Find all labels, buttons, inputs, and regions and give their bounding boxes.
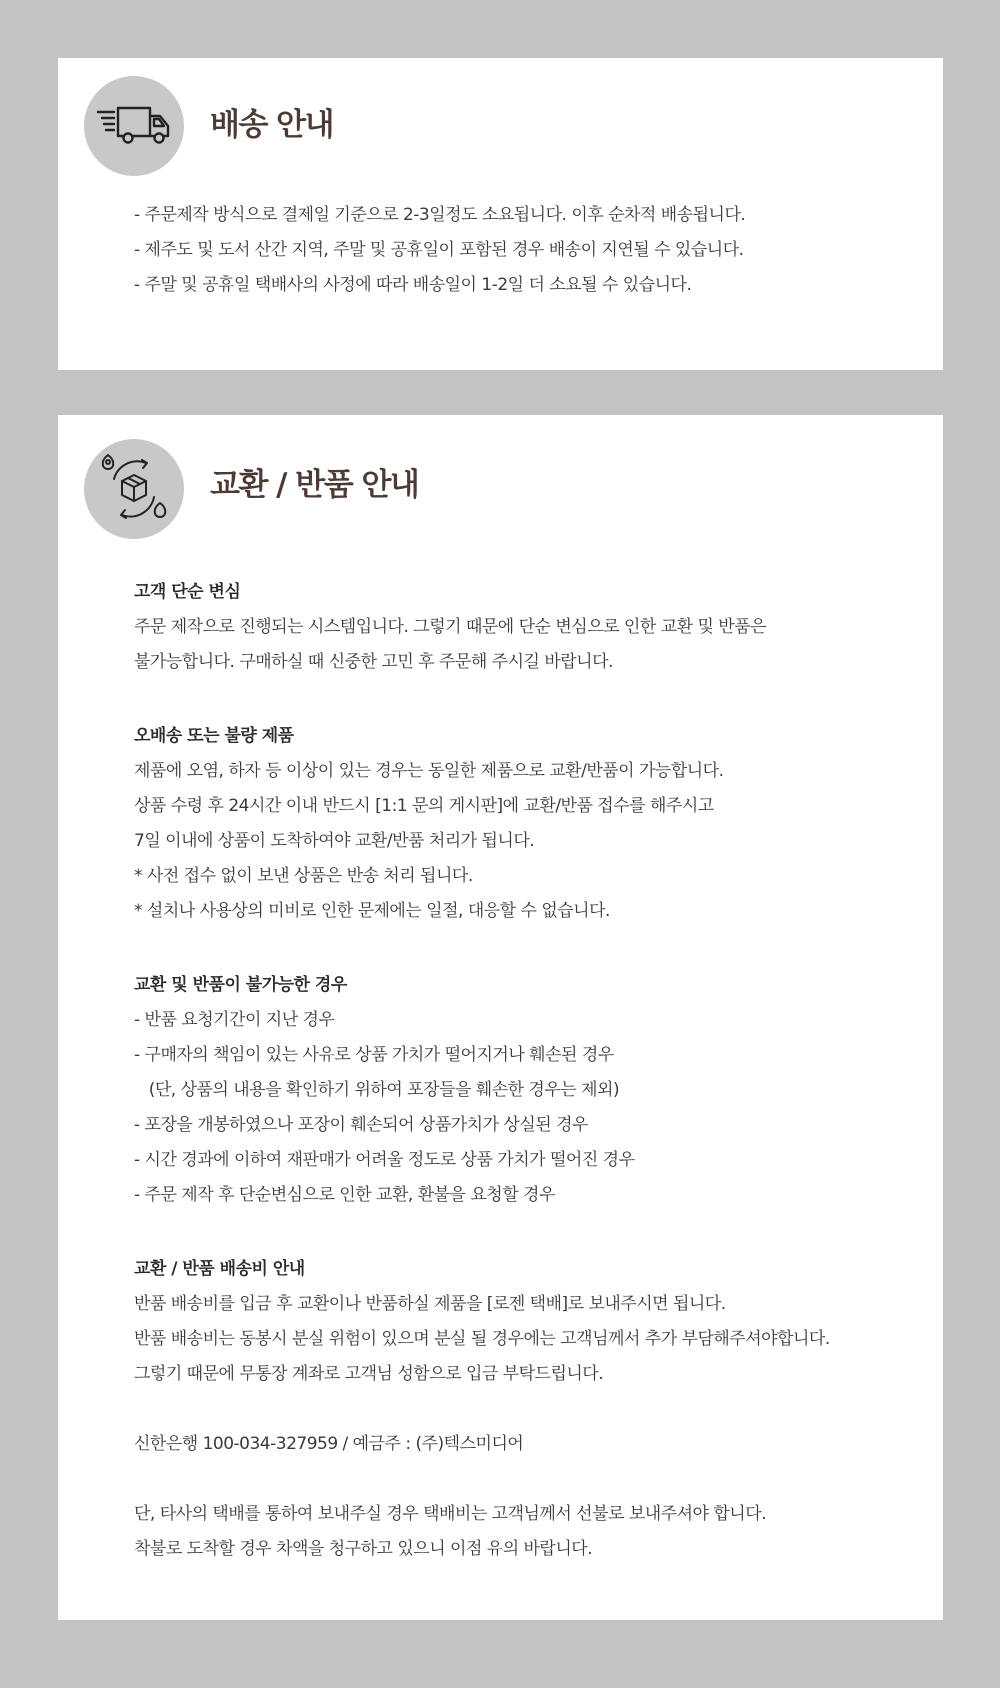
shipping-note: - 주말 및 공휴일 택배사의 사정에 따라 배송일이 1-2일 더 소요될 수 있습니다. [134,275,692,295]
section-line: - 반품 요청기간이 지난 경우 [134,1010,335,1030]
section-title: 교환 및 반품이 불가능한 경우 [134,975,347,995]
shipping-note: - 주문제작 방식으로 결제일 기준으로 2-3일정도 소요됩니다. 이후 순차적 배송됩니다. [134,205,746,225]
spacer [134,680,913,719]
shipping-note: - 제주도 및 도서 산간 지역, 주말 및 공휴일이 포함된 경우 배송이 지연될 수 있습니다. [134,240,744,260]
section-line: 반품 배송비를 입금 후 교환이나 반품하실 제품을 [로젠 택배]로 보내주시면 됩니다. [134,1294,726,1314]
section-line: - 포장을 개봉하였으나 포장이 훼손되어 상품가치가 상실된 경우 [134,1115,588,1135]
section-line: 주문 제작으로 진행되는 시스템입니다. 그렇기 때문에 단순 변심으로 인한 교환 및 반품은 [134,617,767,637]
section-line: (단, 상품의 내용을 확인하기 위하여 포장들을 훼손한 경우는 제외) [134,1080,620,1100]
closing-line: 착불로 도착할 경우 차액을 청구하고 있으니 이점 유의 바랍니다. [134,1539,593,1559]
exchange-details [134,575,913,1567]
section-line: - 주문 제작 후 단순변심으로 인한 교환, 환불을 요청할 경우 [134,1185,555,1205]
spacer [134,1213,913,1252]
exchange-return-card [58,415,943,1620]
section-line: 7일 이내에 상품이 도착하여야 교환/반품 처리가 됩니다. [134,831,535,851]
spacer [134,929,913,968]
shipping-notes [134,198,913,303]
section-title: 교환 / 반품 배송비 안내 [134,1259,305,1279]
bank-account-line: 신한은행 100-034-327959 / 예금주 : (주)텍스미디어 [134,1434,524,1454]
spacer [134,1462,913,1497]
box-return-icon [84,439,184,539]
section-line: - 시간 경과에 이하여 재판매가 어려울 정도로 상품 가치가 떨어진 경우 [134,1150,635,1170]
section-line: 상품 수령 후 24시간 이내 반드시 [1:1 문의 게시판]에 교환/반품 접수를 해주시고 [134,796,714,816]
section-line: 반품 배송비는 동봉시 분실 위험이 있으며 분실 될 경우에는 고객님께서 추가 부담해주셔야합니다. [134,1329,830,1349]
section-line: * 설치나 사용상의 미비로 인한 문제에는 일절, 대응할 수 없습니다. [134,901,610,921]
section-line: * 사전 접수 없이 보낸 상품은 반송 처리 됩니다. [134,866,473,886]
spacer [134,1392,913,1427]
section-line: - 구매자의 책임이 있는 사유로 상품 가치가 떨어지거나 훼손된 경우 [134,1045,614,1065]
delivery-truck-icon [84,76,184,176]
section-title: 고객 단순 변심 [134,582,241,602]
section-line: 그렇기 때문에 무통장 계좌로 고객님 성함으로 입금 부탁드립니다. [134,1364,604,1384]
closing-line: 단, 타사의 택배를 통하여 보내주실 경우 택배비는 고객님께서 선불로 보내주셔야 합니다. [134,1504,767,1524]
section-line: 불가능합니다. 구매하실 때 신중한 고민 후 주문해 주시길 바랍니다. [134,652,613,672]
shipping-title: 배송 안내 [210,107,334,143]
section-title: 오배송 또는 불량 제품 [134,726,294,746]
shipping-info-card [58,58,943,370]
exchange-title: 교환 / 반품 안내 [210,467,419,503]
section-line: 제품에 오염, 하자 등 이상이 있는 경우는 동일한 제품으로 교환/반품이 가능합니다. [134,761,724,781]
